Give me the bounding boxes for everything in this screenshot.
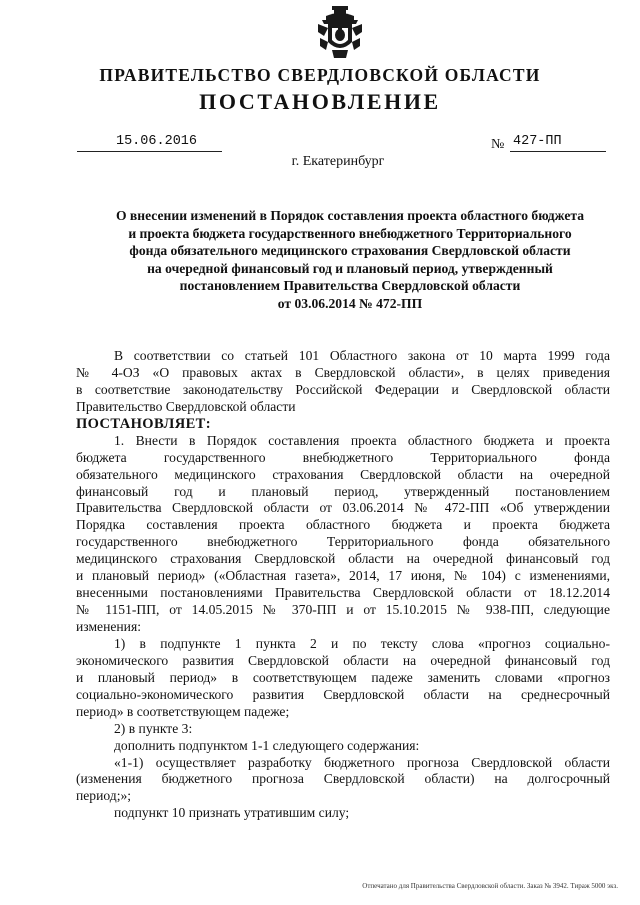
subject-line: от 03.06.2014 № 472-ПП — [277, 295, 423, 311]
body-line: изменения: — [76, 619, 141, 634]
body-line: № 1151-ПП, от 14.05.2015 № 370-ПП и от 15.10.2015 № 938-ПП, следующие — [76, 602, 610, 618]
body-line: Порядка составления проекта областного бюджета и проекта бюджета — [76, 517, 610, 533]
body-line: социально-экономического развития Свердловской области на среднесрочный — [76, 686, 610, 702]
body-line: (изменения бюджетного прогноза Свердловской области) на долгосрочный — [76, 771, 610, 787]
body-line: медицинского страхования Свердловской области на очередной финансовый год — [76, 551, 610, 567]
body-line: подпункт 10 признать утратившим силу; — [114, 805, 350, 821]
coat-of-arms-emblem — [318, 6, 362, 58]
body-line: бюджета государственного внебюджетного Территориального фонда — [76, 449, 610, 465]
decree-body — [76, 348, 610, 822]
body-line: период» в соответствующем падеже; — [76, 703, 290, 719]
body-line: 1) в подпункте 1 пункта 2 и по тексту слова «прогноз социально- — [114, 635, 610, 651]
body-line: 2) в пункте 3: — [114, 720, 193, 736]
body-line: Правительства Свердловской области от 03.06.2014 № 472-ПП «Об утверждении — [76, 500, 610, 516]
body-line: обязательного медицинского страхования Свердловской области на очередной — [76, 466, 610, 482]
subject-line: постановлением Правительства Свердловской области — [179, 278, 521, 294]
body-line: период;»; — [76, 788, 132, 804]
body-line: финансовый год и плановый период, утвержденный постановлением — [76, 483, 610, 499]
body-line: внесенными постановлениями Правительства Свердловской области от 18.12.2014 — [76, 585, 610, 601]
body-line: Правительство Свердловской области — [76, 398, 296, 414]
decree-title: ПОСТАНОВЛЕНИЕ — [199, 89, 441, 114]
body-line: 1. Внести в Порядок составления проекта областного бюджета и проекта — [114, 432, 610, 448]
body-resolves-heading: ПОСТАНОВЛЯЕТ: — [76, 415, 211, 432]
body-line: и плановый период» в соответствующем падеже заменить словами «прогноз — [76, 669, 610, 685]
decree-date: 15.06.2016 — [77, 133, 222, 152]
body-line: В соответствии со статьей 101 Областного закона от 10 марта 1999 года — [114, 348, 610, 363]
subject-line: фонда обязательного медицинского страхования Свердловской области — [129, 243, 571, 259]
body-line: государственного внебюджетного Территориального фонда обязательного — [76, 534, 610, 550]
subject-line: и проекта бюджета государственного внебюджетного Территориального — [128, 225, 572, 241]
body-line: № 4-ОЗ «О правовых актах в Свердловской области», в целях приведения — [76, 364, 610, 380]
body-line: и плановый период» («Областная газета», 2014, 17 июня, № 104) с изменениями, — [76, 568, 610, 584]
city-label: г. Екатеринбург — [291, 154, 385, 169]
body-line: дополнить подпунктом 1-1 следующего содержания: — [114, 737, 420, 753]
government-title: ПРАВИТЕЛЬСТВО СВЕРДЛОВСКОЙ ОБЛАСТИ — [99, 65, 541, 85]
print-footer: Отпечатано для Правительства Свердловской области. Заказ № 3942. Тираж 5000 экз. — [362, 882, 618, 890]
body-line: «1-1) осуществляет разработку бюджетного прогноза Свердловской области — [114, 754, 610, 770]
decree-number: 427-ПП — [510, 133, 606, 152]
decree-subject — [60, 207, 640, 313]
subject-line: О внесении изменений в Порядок составления проекта областного бюджета — [115, 208, 585, 223]
body-line: экономического развития Свердловской области на очередной финансовый год — [76, 652, 610, 668]
subject-line: на очередной финансовый год и плановый период, утвержденный — [147, 260, 553, 276]
body-line: в соответствие законодательству Российской Федерации и Свердловской области — [76, 381, 610, 397]
number-sign: № — [491, 137, 505, 152]
